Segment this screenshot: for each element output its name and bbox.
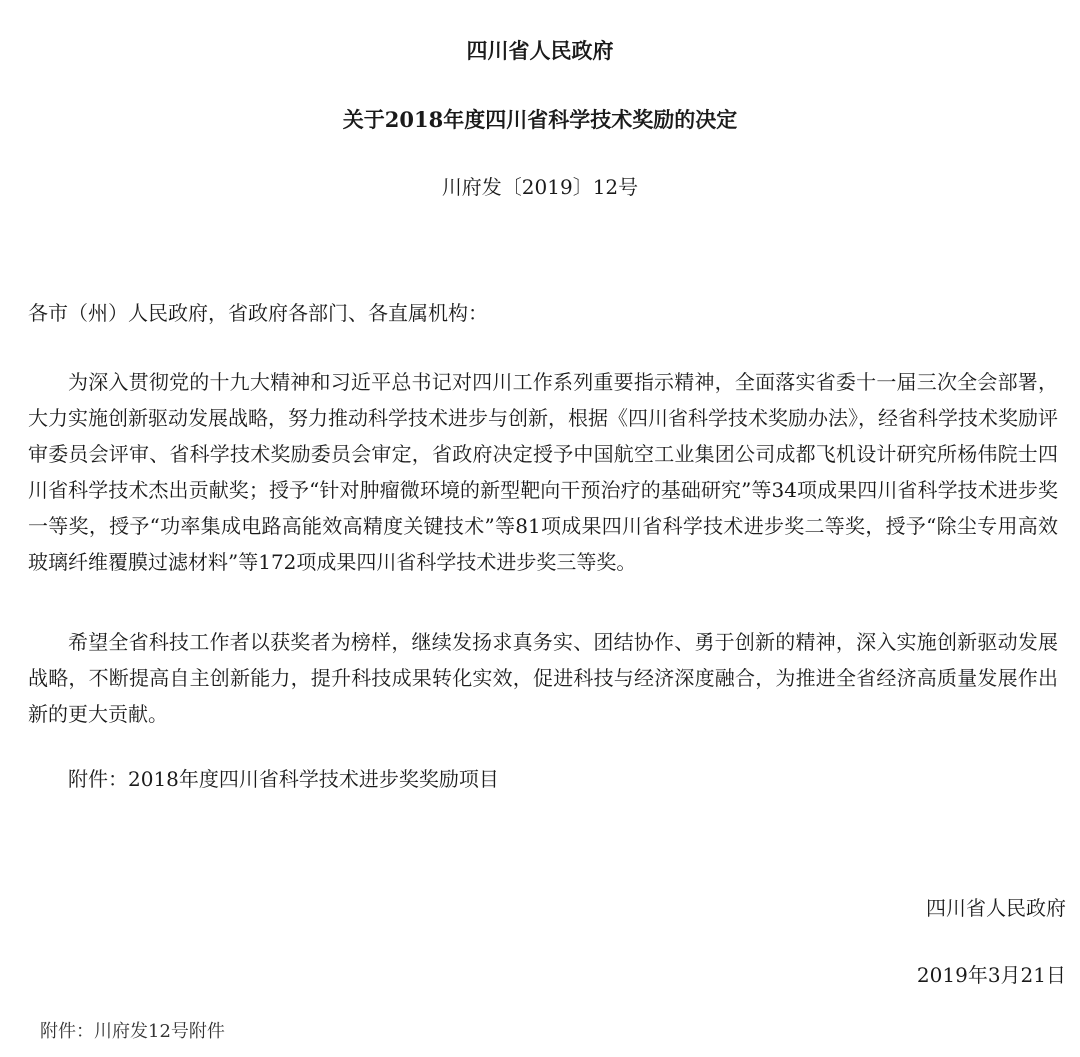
document-number: 川府发〔2019〕12号 bbox=[441, 175, 639, 199]
footer-attachment-note: 附件：川府发12号附件 bbox=[40, 1021, 225, 1042]
issuer-heading: 四川省人民政府 bbox=[466, 38, 614, 63]
body-paragraph-1: 为深入贯彻党的十九大精神和习近平总书记对四川工作系列重要指示精神，全面落实省委十一届三次全会部署，大力实施创新驱动发展战略，努力推动科学技术进步与创新，根据《四川省科学技术奖励办法》，经省科学技术奖励评审委员会评审、省科学技术奖励委员会审定，省政府决定授予中国航空工业集团公司成都飞机设计研究所杨伟院士四川省科学技术杰出贡献奖；授予“针对肿瘤微环境的新型靶向干预治疗的基础研究”等34项成果四川省科学技术进步奖一等奖，授予“功率集成电路高能效高精度关键技术”等81项成果四川省科学技术进步奖二等奖，授予“除尘专用高效玻璃纤维覆膜过滤材料”等172项成果四川省科学技术进步奖三等奖。 bbox=[28, 370, 1058, 574]
signature-date: 2019年3月21日 bbox=[916, 963, 1066, 987]
document-title: 关于2018年度四川省科学技术奖励的决定 bbox=[342, 107, 738, 132]
salutation: 各市（州）人民政府，省政府各部门、各直属机构： bbox=[28, 301, 488, 325]
body-paragraph-2: 希望全省科技工作者以获奖者为榜样，继续发扬求真务实、团结协作、勇于创新的精神，深入实施创新驱动发展战略，不断提高自主创新能力，提升科技成果转化实效，促进科技与经济深度融合，为推进全省经济高质量发展作出新的更大贡献。 bbox=[28, 630, 1058, 726]
signature-organization: 四川省人民政府 bbox=[926, 896, 1066, 920]
attachment-line: 附件：2018年度四川省科学技术进步奖奖励项目 bbox=[68, 767, 499, 791]
